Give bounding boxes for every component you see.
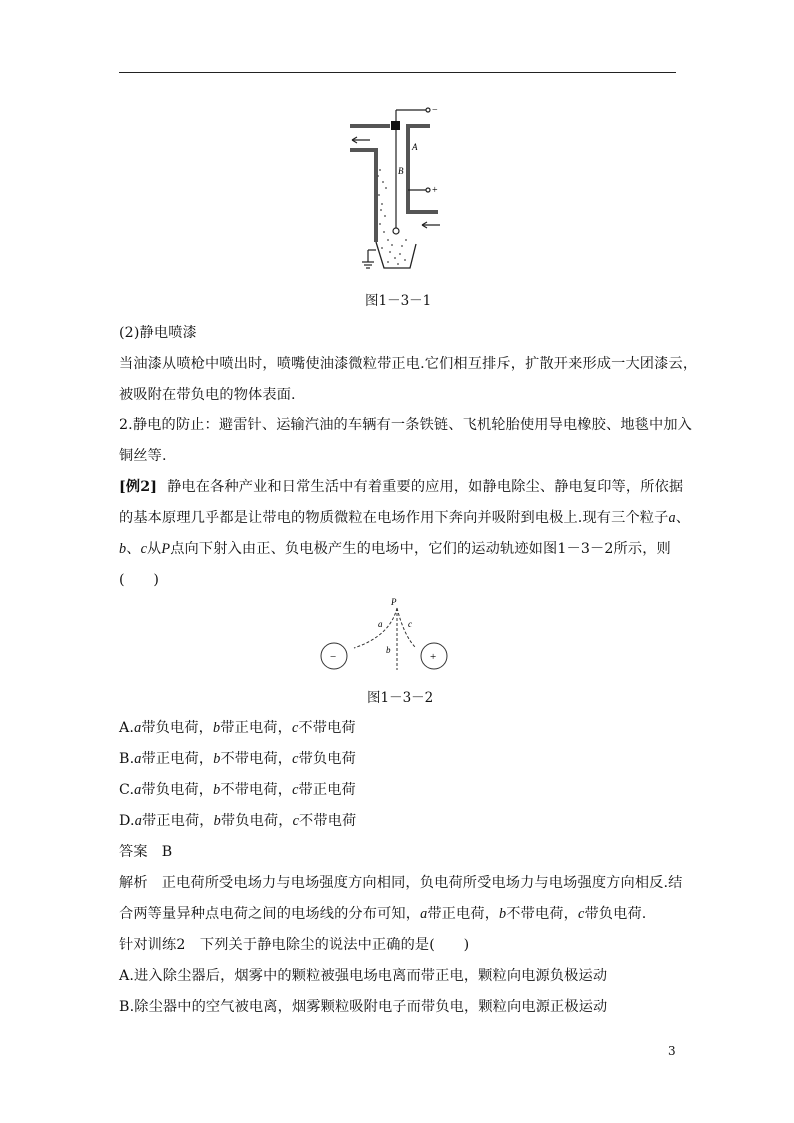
option-text: 带负电荷，: [141, 782, 214, 798]
figure2-sign-left: −: [330, 651, 337, 663]
figure1-sign-minus: −: [432, 105, 438, 116]
word-from: 从: [147, 541, 162, 557]
para1-line1: 当油漆从喷枪中喷出时，喷嘴使油漆微粒带正电.它们相互排斥，扩散开来形成一大团漆云，: [119, 356, 698, 372]
answer-value: B: [161, 844, 173, 860]
practice-option-a: A.进入除尘器后，烟雾中的颗粒被强电场电离而带正电，颗粒向电源负极运动: [119, 968, 608, 984]
option-letter: D.: [119, 813, 135, 829]
option-text: 不带电荷: [299, 813, 357, 829]
figure2-label-b: b: [386, 645, 391, 655]
var-b: b: [213, 813, 221, 829]
example-text1: 静电在各种产业和日常生活中有着重要的应用，如静电除尘、静电复印等，所依据: [167, 479, 684, 495]
analysis-text: 不带电荷，: [506, 906, 578, 922]
example-blank: ( ): [119, 572, 160, 588]
var-a: a: [134, 782, 142, 798]
figure2-sign-right: +: [430, 651, 437, 663]
var-c: c: [291, 720, 299, 736]
para2-line2: 铜丝等.: [119, 448, 167, 464]
option-text: 不带电荷，: [220, 782, 293, 798]
option-text: 带正电荷，: [141, 751, 214, 767]
sep: 、: [126, 541, 141, 557]
practice-option-b: B.除尘器中的空气被电离，烟雾颗粒吸附电子而带负电，颗粒向电源正极运动: [119, 999, 608, 1015]
figure1-sign-plus: +: [432, 185, 438, 196]
para1-line2: 被吸附在带负电的物体表面.: [119, 387, 296, 403]
figure1-caption: 图1－3－1: [365, 293, 432, 309]
analysis-text: 带负电荷.: [584, 906, 647, 922]
analysis-line1: [119, 873, 683, 893]
var-b: b: [499, 906, 507, 922]
option-text: 带负电荷，: [220, 813, 293, 829]
option-a: [119, 718, 356, 738]
var-c: c: [292, 751, 299, 767]
option-text: 带正电荷，: [220, 720, 292, 736]
figure2-label-c: c: [408, 619, 412, 629]
figure-1-3-1: [340, 100, 450, 280]
option-letter: A.: [119, 720, 135, 736]
figure-1-3-2: [316, 596, 452, 672]
option-text: 不带电荷，: [220, 751, 293, 767]
option-letter: C.: [119, 782, 135, 798]
example-tag: [例2]: [119, 479, 158, 495]
analysis-text: 带正电荷，: [427, 906, 500, 922]
var-a: a: [134, 813, 142, 829]
practice-title: 针对训练2 下列关于静电除尘的说法中正确的是( ): [119, 937, 470, 953]
option-text: 不带电荷: [298, 720, 356, 736]
example-line2: [119, 508, 690, 528]
var-a: a: [134, 720, 142, 736]
var-c: c: [292, 782, 299, 798]
example-line1: [119, 477, 683, 497]
option-text: 带负电荷: [298, 751, 356, 767]
analysis-line2: [119, 904, 646, 924]
figure1-label-b: B: [398, 166, 404, 176]
page-number: 3: [668, 1044, 676, 1058]
figure1-label-a: A: [412, 142, 418, 152]
option-text: 带正电荷，: [141, 813, 214, 829]
var-b: b: [213, 720, 221, 736]
example-line3: [119, 539, 671, 559]
section-heading: (2)静电喷漆: [119, 325, 197, 341]
analysis-label: 解析: [119, 875, 148, 891]
option-b: [119, 749, 356, 769]
option-c: [119, 780, 356, 800]
var-c: c: [578, 906, 585, 922]
answer-label: 答案: [119, 844, 148, 860]
option-letter: B.: [119, 751, 135, 767]
var-a: a: [134, 751, 142, 767]
var-c: c: [140, 541, 148, 557]
var-a: a: [668, 510, 676, 526]
answer-line: [119, 842, 172, 862]
var-b: b: [119, 541, 127, 557]
figure2-caption: 图1－3－2: [367, 690, 434, 706]
var-p: P: [161, 541, 171, 557]
option-text: 带正电荷: [298, 782, 356, 798]
var-c: c: [292, 813, 300, 829]
sep: 、: [675, 510, 691, 526]
header-rule: [119, 72, 676, 73]
analysis-text2: 合两等量异种点电荷之间的电场线的分布可知，: [119, 906, 421, 922]
var-b: b: [213, 782, 221, 798]
var-a: a: [420, 906, 428, 922]
figure2-label-a: a: [378, 619, 383, 629]
example-text2: 的基本原理几乎都是让带电的物质微粒在电场作用下奔向并吸附到电极上.现有三个粒子: [119, 510, 669, 526]
analysis-text1: 正电荷所受电场力与电场强度方向相同，负电荷所受电场力与电场强度方向相反.结: [161, 875, 683, 891]
option-text: 带负电荷，: [141, 720, 214, 736]
option-d: [119, 811, 356, 831]
example-text3: 点向下射入由正、负电极产生的电场中，它们的运动轨迹如图1－3－2所示，则: [170, 541, 671, 557]
figure2-label-p: P: [391, 597, 397, 607]
para2-line1: 2.静电的防止：避雷针、运输汽油的车辆有一条铁链、飞机轮胎使用导电橡胶、地毯中加入: [119, 417, 693, 433]
var-b: b: [213, 751, 221, 767]
